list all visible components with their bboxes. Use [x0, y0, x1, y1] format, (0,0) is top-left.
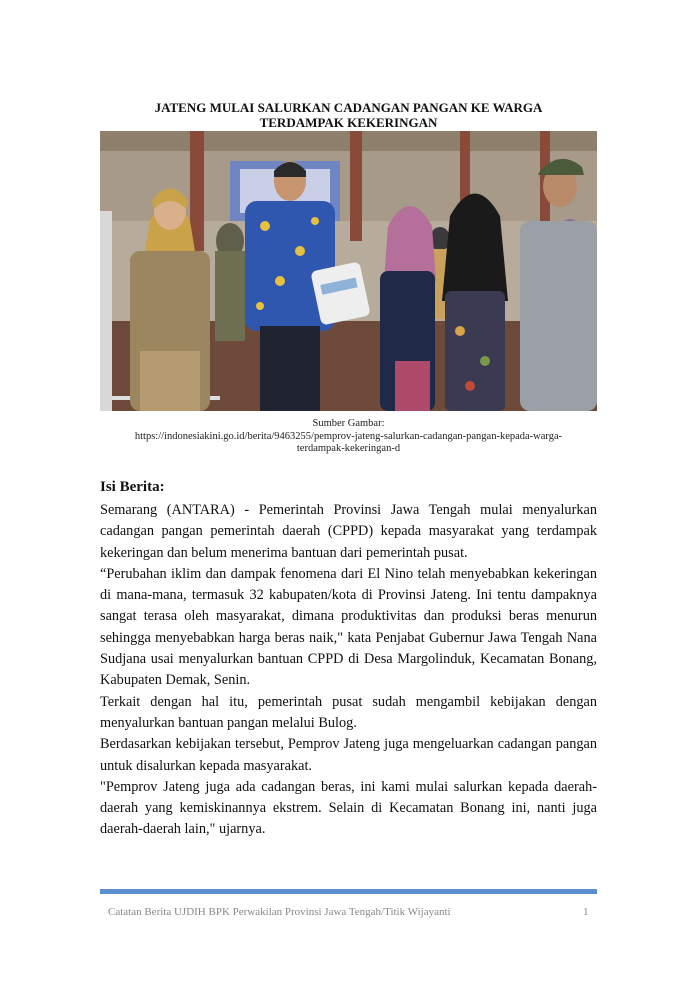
article-title-line-2: TERDAMPAK KEKERINGAN: [259, 115, 438, 130]
article-title-line-1: JATENG MULAI SALURKAN CADANGAN PANGAN KE WARGA: [154, 100, 543, 115]
section-heading: Isi Berita:: [100, 479, 165, 495]
caption-source-label: Sumber Gambar:: [312, 418, 385, 429]
news-photo: [100, 131, 597, 411]
caption-source-url-continued: terdampak-kekeringan-d: [296, 443, 401, 454]
footer-divider: [100, 889, 597, 894]
footer-text: Catatan Berita UJDIH BPK Perwakilan Provinsi Jawa Tengah/Titik Wijayanti: [108, 906, 451, 918]
caption-source-url: https://indonesiakini.go.id/berita/9463255/pemprov-jateng-salurkan-cadangan-pangan-kepada-warga-: [134, 430, 563, 442]
paragraph: "Pemprov Jateng juga ada cadangan beras, ini kami mulai salurkan kepada daerah-daerah yang kemiskinannya ekstrem. Selain di Kecamatan Bonang ini, nanti juga daerah-daerah lain," ujarnya.: [100, 778, 597, 838]
paragraph: “Perubahan iklim dan dampak fenomena dari El Nino telah menyebabkan kekeringan di mana-mana, termasuk 32 kabupaten/kota di Provinsi Jateng. Ini tentu dampaknya sangat terasa oleh masyarakat, dimana produktivitas dan produksi beras menurun sehingga menyebabkan harga beras naik," kata Penjabat Gubernur Jawa Tengah Nana Sudjana usai menyalurkan bantuan CPPD di Desa Margolinduk, Kecamatan Bonang, Kabupaten Demak, Senin.: [100, 565, 597, 689]
photo-caption: [100, 418, 597, 456]
article-body: [100, 500, 597, 841]
paragraph: Terkait dengan hal itu, pemerintah pusat sudah mengambil kebijakan dengan menyalurkan bantuan pangan melalui Bulog.: [100, 693, 597, 731]
paragraph: Berdasarkan kebijakan tersebut, Pemprov Jateng juga mengeluarkan cadangan pangan untuk disalurkan kepada masyarakat.: [100, 736, 597, 774]
page-number: 1: [583, 906, 589, 918]
news-photo-illustration: [100, 131, 597, 411]
article-title: [100, 100, 597, 130]
paragraph: Semarang (ANTARA) - Pemerintah Provinsi Jawa Tengah mulai menyalurkan cadangan pangan pemerintah daerah (CPPD) kepada masyarakat yang terdampak kekeringan dan belum menerima bantuan dari pemerintah pusat.: [100, 502, 597, 561]
